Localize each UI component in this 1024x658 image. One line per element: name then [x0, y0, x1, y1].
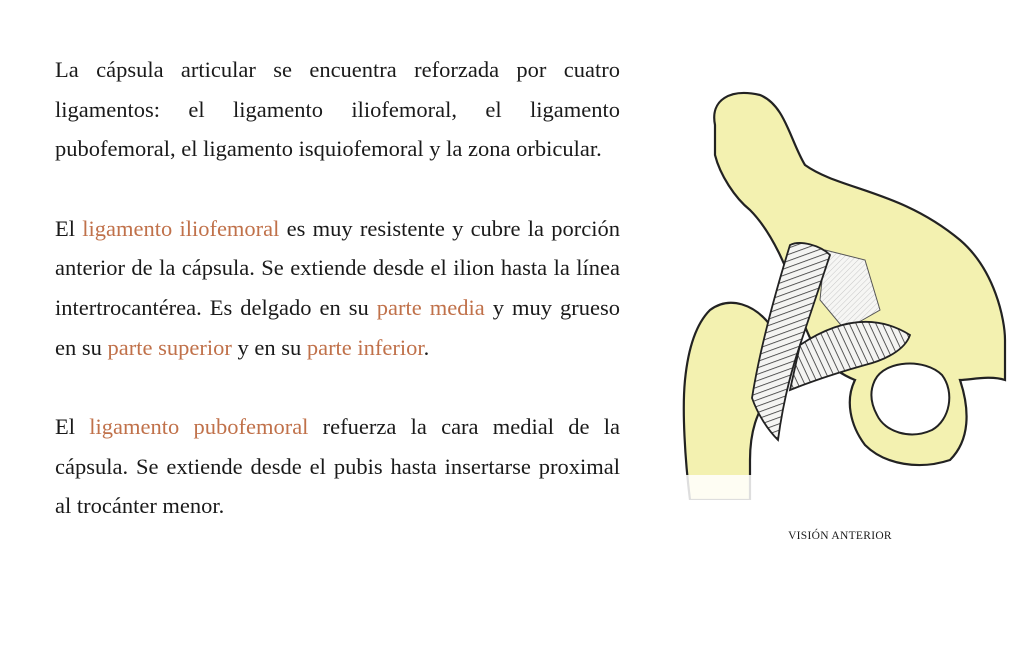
figure-caption: VISIÓN ANTERIOR: [788, 530, 892, 542]
text-segment: El: [55, 215, 83, 241]
text-segment: .: [423, 334, 430, 360]
intro-text: La cápsula articular se encuentra reforzada por cuatro ligamentos: el ligamento iliofemoral, el ligamento pubofemoral, el ligamento isquiofemoral y la zona orbicular.: [55, 57, 620, 162]
iliofemoral-paragraph: [55, 209, 620, 367]
text-column: [55, 50, 620, 526]
text-segment: refuerza la cara medial de la cápsula. Se extiende desde el pubis hasta insertarse proximal al trocánter menor.: [55, 414, 620, 519]
link-parte-media[interactable]: parte media: [376, 294, 485, 320]
link-ligamento-iliofemoral[interactable]: ligamento iliofemoral: [82, 215, 280, 241]
obturator-foramen: [871, 364, 949, 435]
pubofemoral-paragraph: [55, 407, 620, 526]
hip-joint-anterior-illustration-icon: [670, 80, 1010, 500]
link-ligamento-pubofemoral[interactable]: ligamento pubofemoral: [89, 414, 309, 440]
hip-joint-figure: [670, 80, 1010, 500]
intro-paragraph: [55, 50, 620, 169]
text-segment: es muy resistente y cubre la porción anterior de la cápsula. Se extiende desde el ilion hasta la línea intertrocantérea. Es delgado en su: [55, 215, 620, 320]
text-segment: y en su: [231, 334, 307, 360]
link-parte-inferior[interactable]: parte inferior: [306, 334, 424, 360]
text-segment: El: [55, 414, 90, 440]
link-parte-superior[interactable]: parte superior: [107, 334, 232, 360]
text-segment: y muy grueso en su: [55, 294, 620, 360]
